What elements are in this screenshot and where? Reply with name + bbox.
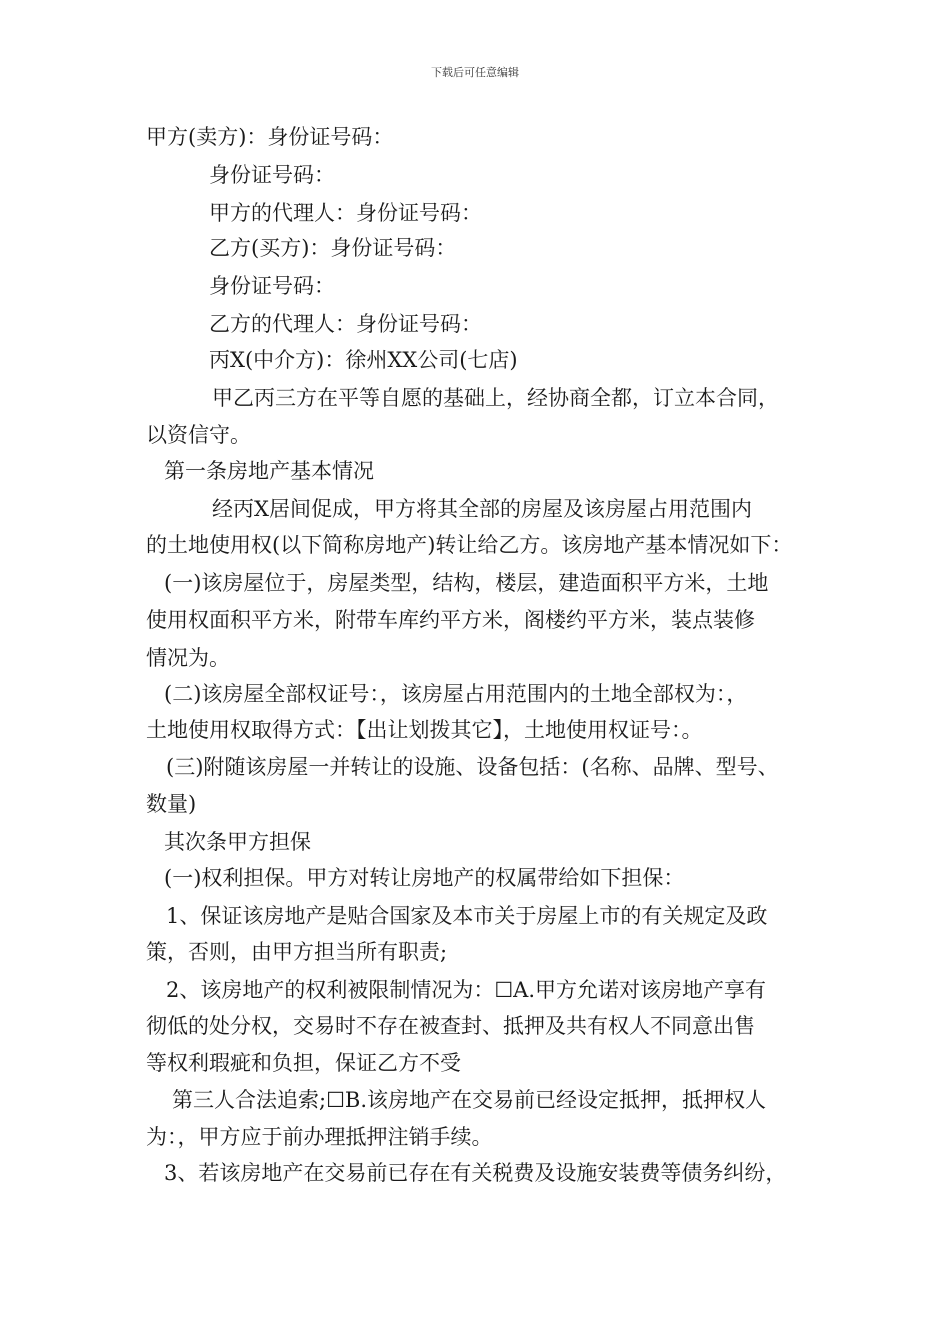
text-line: 的土地使用权(以下简称房地产)转让给乙方。该房地产基本情况如下： bbox=[146, 533, 793, 557]
text-line: 1、保证该房地产是贴合国家及本市关于房屋上市的有关规定及政 bbox=[166, 904, 768, 928]
text-line: (三)附随该房屋一并转让的设施、设备包括：(名称、品牌、型号、 bbox=[166, 755, 779, 779]
text-line: 以资信守。 bbox=[146, 423, 251, 447]
text-line: (二)该房屋全部权证号：，该房屋占用范围内的土地全部权为：， bbox=[164, 682, 748, 706]
text-line: 使用权面积平方米，附带车库约平方米，阁楼约平方米，装点装修 bbox=[146, 608, 755, 632]
text-line: 等权利瑕疵和负担，保证乙方不受 bbox=[146, 1051, 461, 1075]
text-line: 彻低的处分权，交易时不存在被查封、抵押及共有权人不同意出售 bbox=[146, 1014, 755, 1038]
text-line: 3、若该房地产在交易前已存在有关税费及设施安装费等债务纠纷， bbox=[164, 1161, 787, 1185]
text-line: 策，否则，由甲方担当所有职责; bbox=[146, 940, 448, 964]
section-heading: 其次条甲方担保 bbox=[164, 830, 311, 854]
text-line: 2、该房地产的权利被限制情况为：☐A.甲方允诺对该房地产享有 bbox=[166, 978, 767, 1002]
text-line: 身份证号码： bbox=[209, 163, 335, 187]
text-line: 身份证号码： bbox=[209, 274, 335, 298]
text-line: 甲乙丙三方在平等自愿的基础上，经协商全都，订立本合同， bbox=[212, 386, 779, 410]
text-line: 丙X(中介方)：徐州XX公司(七店) bbox=[209, 348, 518, 372]
text-line: (一)权利担保。甲方对转让房地产的权属带给如下担保： bbox=[164, 866, 685, 890]
text-line: 第三人合法追索;☐B.该房地产在交易前已经设定抵押，抵押权人 bbox=[172, 1088, 767, 1112]
text-line: 情况为。 bbox=[146, 646, 230, 670]
text-line: (一)该房屋位于，房屋类型，结构，楼层，建造面积平方米，土地 bbox=[164, 571, 769, 595]
header-note: 下载后可任意编辑 bbox=[431, 66, 519, 79]
text-line: 数量) bbox=[146, 792, 197, 816]
text-line: 甲方的代理人：身份证号码： bbox=[209, 201, 482, 225]
text-line: 土地使用权取得方式：【出让划拨其它】，土地使用权证号：。 bbox=[146, 718, 703, 742]
text-line: 乙方(买方)：身份证号码： bbox=[209, 236, 457, 260]
text-line: 甲方(卖方)：身份证号码： bbox=[146, 125, 394, 149]
text-line: 经丙X居间促成，甲方将其全部的房屋及该房屋占用范围内 bbox=[212, 497, 752, 521]
text-line: 乙方的代理人：身份证号码： bbox=[209, 312, 482, 336]
text-line: 为：，甲方应于前办理抵押注销手续。 bbox=[146, 1125, 493, 1149]
section-heading: 第一条房地产基本情况 bbox=[164, 459, 374, 483]
